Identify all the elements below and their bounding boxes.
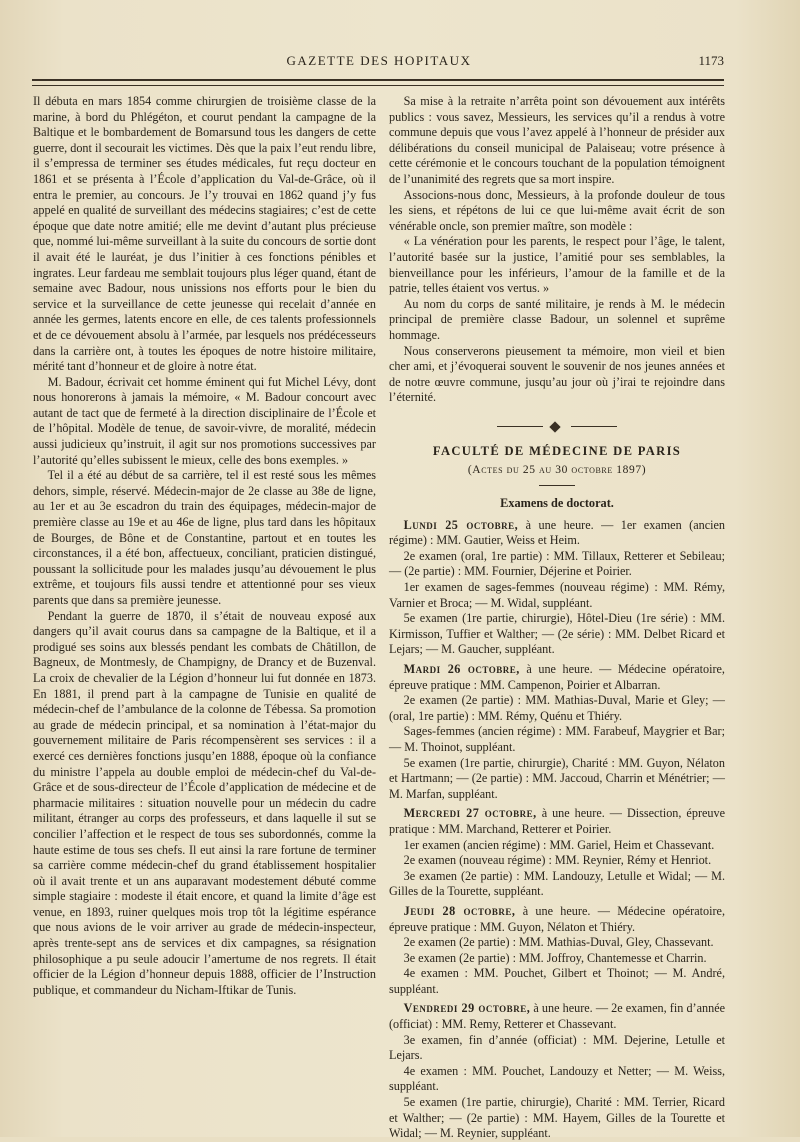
exam-entry <box>389 935 725 951</box>
exam-text: 4e examen : MM. Pouchet, Gilbert et Thoinot; — M. André, suppléant. <box>389 966 725 996</box>
exam-day: Mercredi 27 octobre, <box>403 806 537 821</box>
exam-entry <box>389 662 725 693</box>
exam-entry <box>389 580 725 611</box>
exam-text: 3e examen (2e partie) : MM. Landouzy, Letulle et Widal; — M. Gilles de la Tourette, suppléant. <box>389 868 725 899</box>
section-title: FACULTÉ DE MÉDECINE DE PARIS <box>432 443 682 458</box>
exam-text: 1er examen (ancien régime) : MM. Gariel, Heim et Chassevant. <box>403 837 715 852</box>
exam-day: Jeudi 28 octobre, <box>403 903 516 918</box>
exam-entry <box>389 1001 725 1032</box>
exam-text: 3e examen (2e partie) : MM. Joffroy, Chantemesse et Charrin. <box>403 950 707 965</box>
section-subtitle: (Actes du 25 au 30 octobre 1897) <box>467 464 647 477</box>
paragraph: M. Badour, écrivait cet homme éminent qui fut Michel Lévy, dont nous honorerons à jamais la mémoire, « M. Badour concourt avec autant de tact que de fermeté à la direction disciplinaire de l’École et de l’hôpital. Modèle de tenue, de savoir-vivre, de moralité, médecin aussi judicieux qu’instruit, il agit sur nos promotions successives par l’autorité qu’elles subissent le mieux, celle des bons exemples. » <box>33 374 376 467</box>
exam-text: à une heure. — 2e examen, fin d’année (officiat) : MM. Remy, Retterer et Chassevant. <box>389 1001 726 1032</box>
header-rule-thin <box>32 85 724 86</box>
page-number: 1173 <box>698 53 724 68</box>
journal-title: GAZETTE DES HOPITAUX <box>286 53 472 68</box>
exam-entry <box>389 756 725 803</box>
exam-text: à une heure. — Médecine opératoire, épreuve pratique : MM. Campenon, Poirier et Albarran. <box>389 662 725 692</box>
short-rule <box>539 485 575 486</box>
right-column <box>389 94 725 1142</box>
exam-text: 5e examen (1re partie, chirurgie), Hôtel-Dieu (1re série) : MM. Kirmisson, Tuffier et Walther; — (2e série) : MM. Delbet Ricard et Lejars; — M. Gaucher, suppléant. <box>389 611 725 657</box>
exam-entry <box>389 853 725 869</box>
exam-text: 4e examen : MM. Pouchet, Landouzy et Netter; — M. Weiss, suppléant. <box>389 1063 725 1094</box>
exam-text: à une heure. — Dissection, épreuve pratique : MM. Marchand, Retterer et Poirier. <box>389 806 726 836</box>
exam-entry <box>389 869 725 900</box>
exam-day: Mardi 26 octobre, <box>403 662 520 676</box>
paragraph: Pendant la guerre de 1870, il s’était de nouveau exposé aux dangers qu’il avait courus dans sa campagne de la Baltique, et il a prodigué ses soins aux blessés pendant les combats de Châtillon, de Bagneux, de Montmesly, de Champigny, de Drancy et de Buzenval. La croix de chevalier de la Légion d’honneur lui fut donnée en 1873. En 1881, il prend part à la campagne de Tunisie en qualité de médecin-chef de l’ambulance de la colonne de Tébessa. Sa promotion au grade de médecin principal, et sa nomination à l’état-major du gouvernement militaire de Paris récompensèrent ses services : il a exercé ces dernières fonctions jusqu’en 1888, époque où la confiance du ministre l’appela au double emploi de médecin-chef du Val-de-Grâce et de sous-directeur de l’École d’application de médecine et de pharmacie militaires : situation nouvelle pour un médecin du cadre militant, étranger au corps des professeurs, et dans laquelle il sut se concilier l’affection et le respect de tous ses subordonnés, comme la haute estime de tous ses chefs. Il eut ainsi la rare fortune de terminer sa carrière comme médecin-chef du grand établissement hospitalier où il avait trente et un ans auparavant modestement débuté comme simple stagiaire : modeste il était encore, et quand la limite d’âge est venue, en 1893, ruiner quelques mois trop tôt la légitime espérance que nous avions de le voir arriver au grade de médecin-inspecteur, après trente-sept ans de services et dix campagnes, sa résignation philosophique a pu seule adoucir l’amertume de nos regrets. Il était officier de la Légion d’honneur depuis 1888, officier de l’Instruction publique, et commandeur du Nicham-Iftikar de Tunis. <box>33 608 376 997</box>
exam-text: 2e examen (2e partie) : MM. Mathias-Duval, Gley, Chassevant. <box>403 935 714 950</box>
section-divider-ornament <box>497 424 617 430</box>
header-rule-thick <box>32 79 724 81</box>
exam-text: à une heure. — Médecine opératoire, épreuve pratique : MM. Guyon, Nélaton et Thiéry. <box>389 903 725 934</box>
exam-list <box>389 518 725 1142</box>
exam-entry <box>389 966 725 997</box>
exam-entry <box>389 724 725 755</box>
exam-heading: Examens de doctorat. <box>500 496 614 511</box>
left-column <box>33 94 376 998</box>
exam-entry <box>389 611 725 658</box>
exam-entry <box>389 518 725 549</box>
paragraph: Nous conserverons pieusement ta mémoire, mon vieil et bien cher ami, et j’évoquerai souvent le souvenir de nos jeunes années et de notre œuvre commune, jusqu’au jour où j’irai te rejoindre dans l’éternité. <box>389 343 725 405</box>
exam-text: 3e examen, fin d’année (officiat) : MM. Dejerine, Letulle et Lejars. <box>389 1032 725 1063</box>
exam-day: Vendredi 29 octobre, <box>403 1001 531 1016</box>
exam-entry <box>389 693 725 724</box>
exam-entry <box>389 1095 725 1142</box>
exam-text: 5e examen (1re partie, chirurgie), Charité : MM. Guyon, Nélaton et Hartmann; — (2e partie) : MM. Jaccoud, Charrin et Ménétrier; — M. Marfan, suppléant. <box>389 755 725 801</box>
exam-text: 2e examen (2e partie) : MM. Mathias-Duval, Marie et Gley; — (oral, 1re partie) : MM. Rémy, Quénu et Thiéry. <box>389 693 725 723</box>
exam-entry <box>389 951 725 967</box>
exam-entry <box>389 838 725 854</box>
exam-text: 1er examen de sages-femmes (nouveau régime) : MM. Rémy, Varnier et Broca; — M. Widal, suppléant. <box>389 580 725 610</box>
exam-entry <box>389 806 725 837</box>
exam-text: 5e examen (1re partie, chirurgie), Charité : MM. Terrier, Ricard et Walther; — (2e partie) : MM. Hayem, Gilles de la Tourette et Widal; — M. Reynier, suppléant. <box>389 1095 725 1141</box>
exam-text: Sages-femmes (ancien régime) : MM. Farabeuf, Maygrier et Bar; — M. Thoinot, suppléant. <box>389 724 725 754</box>
exam-text: 2e examen (nouveau régime) : MM. Reynier, Rémy et Henriot. <box>403 853 712 868</box>
exam-entry <box>389 904 725 935</box>
paragraph: Sa mise à la retraite n’arrêta point son dévouement aux intérêts publics : vous savez, Messieurs, les services qu’il a rendus à votre commune depuis que vous l’avez appelé à l’honneur de présider aux délibérations du conseil municipal de Palaiseau; votre présence à cette cérémonie et le concours touchant de la population témoignent de l’unanimité des regrets que sa mort inspire. <box>389 94 725 186</box>
page-header <box>34 52 724 70</box>
exam-entry <box>389 549 725 580</box>
paragraph: Associons-nous donc, Messieurs, à la profonde douleur de tous les siens, et répétons de lui ce que lui-même avait écrit de son vénérable oncle, son premier maître, son modèle : <box>389 187 725 233</box>
paragraph: Au nom du corps de santé militaire, je rends à M. le médecin principal de première classe Badour, un solennel et suprême hommage. <box>389 296 725 342</box>
exam-entry <box>389 1033 725 1064</box>
exam-day: Lundi 25 octobre, <box>403 517 519 532</box>
paragraph: Tel il a été au début de sa carrière, tel il est resté sous les mêmes dehors, simple, réservé. Médecin-major de 2e classe au 38e de ligne, au 1er et au 3e escadron du train des équipages, médecin-major de première classe au 19e et au 46e de ligne, plus tard dans les hôpitaux de Bourges, de Bône et de Constantine, partout et en toutes les circonstances, il a été bon, affectueux, conciliant, praticien distingué, poussant la sollicitude pour les malades jusqu’au dévouement le plus extrême, et toujours fils aussi tendre et attentionné pour ses vieux parents que dans sa première jeunesse. <box>33 468 376 607</box>
paragraph: « La vénération pour les parents, le respect pour l’âge, le talent, l’autorité basée sur la justice, l’amitié pour ses semblables, la bienveillance pour les inférieurs, l’amour de la famille et de la patrie, telles étaient vos vertus. » <box>389 234 725 296</box>
exam-text: à une heure. — 1er examen (ancien régime) : MM. Gautier, Weiss et Heim. <box>389 517 725 548</box>
exam-entry <box>389 1064 725 1095</box>
exam-text: 2e examen (oral, 1re partie) : MM. Tillaux, Retterer et Sebileau; — (2e partie) : MM. Fournier, Déjerine et Poirier. <box>389 548 725 579</box>
paragraph: Il débuta en mars 1854 comme chirurgien de troisième classe de la marine, à bord du Phlégéton, et courut pendant la campagne de la Baltique et le bombardement de Bomarsund tous les dangers de cette guerre, dont il secourait les victimes. Dès que la paix l’eut rendu libre, il s’empressa de terminer ses études médicales, fut reçu docteur en 1861 et se présenta à l’École d’application du Val-de-Grâce, où il entra le premier, au concours. Je l’y trouvai en 1862 quand j’y fus appelé en qualité de surveillant des médecins stagiaires; c’est de cette époque que date notre amitié; elle me devint d’autant plus précieuse que, nommé lui-même surveillant à la suite du concours de sortie dont il avait été le lauréat, je dus l’initier à ces fonctions pénibles et ingrates. Leur fardeau me semblait toujours plus léger quand, étant de semaine avec Badour, nous unissions nos efforts pour le bien du service et la surveillance de cette jeunesse qui recelait d’année en année les germes, latents encore en elle, de ces talents professionnels et de ce dévouement absolu à l’armée, par lesquels nos prédécesseurs dans la carrière ont, à toutes les époques de notre histoire militaire, mérité tant d’honneur et de gloire à notre état. <box>33 94 376 374</box>
